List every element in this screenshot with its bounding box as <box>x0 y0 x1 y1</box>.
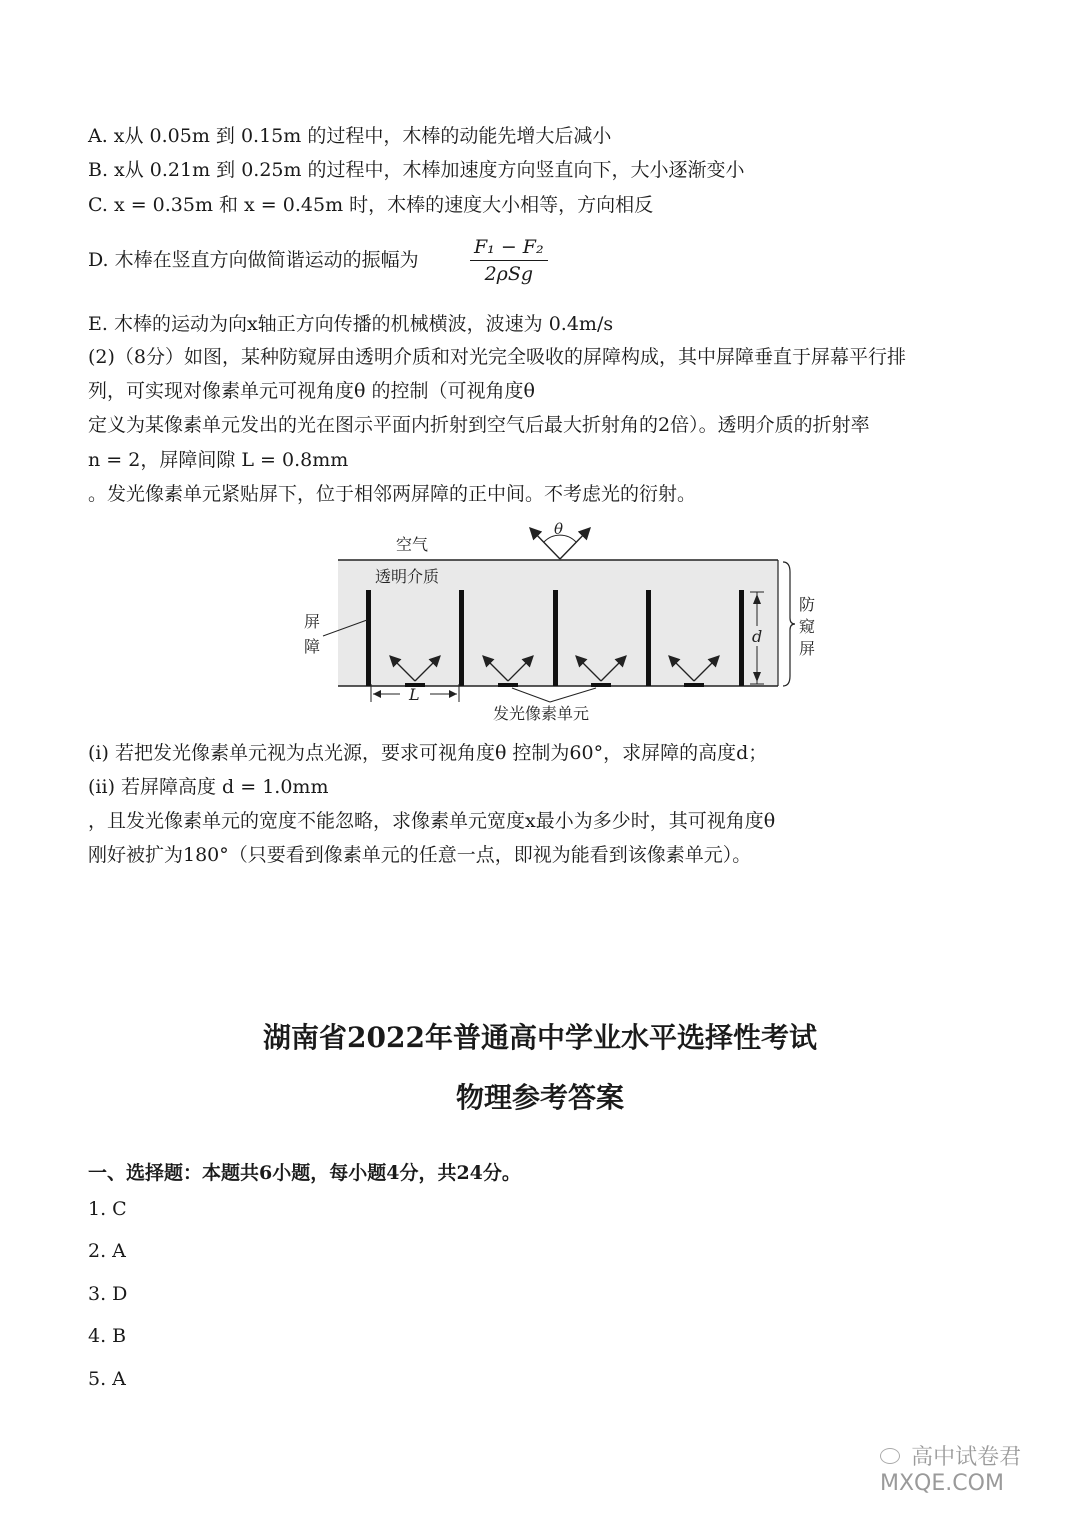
answer-subtitle: 物理参考答案 <box>455 1081 624 1114</box>
q2-line3: 定义为某像素单元发出的光在图示平面内折射到空气后最大折射角的2倍）。透明介质的折射率 <box>88 414 870 436</box>
q2-line1: (2)（8分）如图，某种防窥屏由透明介质和对光完全吸收的屏障构成，其中屏障垂直于屏幕平行排 <box>88 346 907 368</box>
barrier-5 <box>739 590 744 686</box>
wechat-icon <box>880 1448 900 1464</box>
barrier-label-1: 屏 <box>304 612 321 631</box>
screen-label-3: 屏 <box>799 639 816 658</box>
option-a: A. x从 0.05m 到 0.15m 的过程中，木棒的动能先增大后减小 <box>88 125 612 147</box>
pixel-4 <box>684 683 704 687</box>
answer-5: 5. A <box>88 1368 126 1390</box>
barrier-2 <box>459 590 464 686</box>
answer-2: 2. A <box>88 1240 126 1262</box>
subquestion-ii: (ii) 若屏障高度 d = 1.0mm <box>88 776 329 798</box>
barrier-3 <box>553 590 558 686</box>
section-multiple-choice: 一、选择题：本题共6小题，每小题4分，共24分。 <box>88 1162 521 1184</box>
pixel-3 <box>591 683 611 687</box>
q2-line5: 。发光像素单元紧贴屏下，位于相邻两屏障的正中间。不考虑光的衍射。 <box>88 483 697 505</box>
answer-title: 湖南省2022年普通高中学业水平选择性考试 <box>263 1021 817 1054</box>
privacy-screen-diagram <box>290 512 830 727</box>
pixel-pointer-1 <box>512 688 550 702</box>
option-b: B. x从 0.21m 到 0.25m 的过程中，木棒加速度方向竖直向下，大小逐渐变小 <box>88 159 745 181</box>
theta-label: θ <box>554 520 564 538</box>
pixel-pointer-2 <box>550 688 596 702</box>
screen-label-1: 防 <box>799 595 816 614</box>
option-e: E. 木棒的运动为向x轴正方向传播的机械横波，波速为 0.4m/s <box>88 313 614 335</box>
subquestion-ii-continued: ，且发光像素单元的宽度不能忽略，求像素单元宽度x最小为多少时，其可视角度θ <box>88 810 776 832</box>
q2-line4: n = 2，屏障间隙 L = 0.8mm <box>88 449 349 471</box>
L-arrow-right <box>449 690 457 698</box>
medium-label: 透明介质 <box>375 567 440 586</box>
q2-line2: 列，可实现对像素单元可视角度θ 的控制（可视角度θ <box>88 380 535 402</box>
watermark-text: 高中试卷君 MXQE.COM <box>880 1445 1022 1496</box>
barrier-label-2: 障 <box>304 637 321 656</box>
subquestion-ii-end: 刚好被扩为180°（只要看到像素单元的任意一点，即视为能看到该像素单元）。 <box>88 844 752 866</box>
L-label: L <box>409 685 420 704</box>
watermark <box>880 1440 1080 1496</box>
screen-brace <box>783 562 795 686</box>
answer-1: 1. C <box>88 1198 127 1220</box>
air-label: 空气 <box>396 535 429 554</box>
pixel-label: 发光像素单元 <box>493 704 590 723</box>
fraction-numerator: F₁ − F₂ <box>470 236 548 261</box>
option-c: C. x = 0.35m 和 x = 0.45m 时，木棒的速度大小相等，方向相反 <box>88 194 654 216</box>
viewing-ray-right <box>560 528 590 559</box>
barrier-4 <box>646 590 651 686</box>
pixel-2 <box>498 683 518 687</box>
fraction-denominator: 2ρSg <box>484 263 534 285</box>
subquestion-i: (i) 若把发光像素单元视为点光源，要求可视角度θ 控制为60°，求屏障的高度d； <box>88 742 768 764</box>
barrier-1 <box>366 590 371 686</box>
d-label: d <box>752 627 763 646</box>
answer-4: 4. B <box>88 1325 127 1347</box>
amplitude-fraction <box>470 236 548 285</box>
answer-3: 3. D <box>88 1283 128 1305</box>
L-arrow-left <box>373 690 381 698</box>
option-d: D. 木棒在竖直方向做简谐运动的振幅为 <box>88 249 419 271</box>
screen-label-2: 窥 <box>799 617 816 636</box>
